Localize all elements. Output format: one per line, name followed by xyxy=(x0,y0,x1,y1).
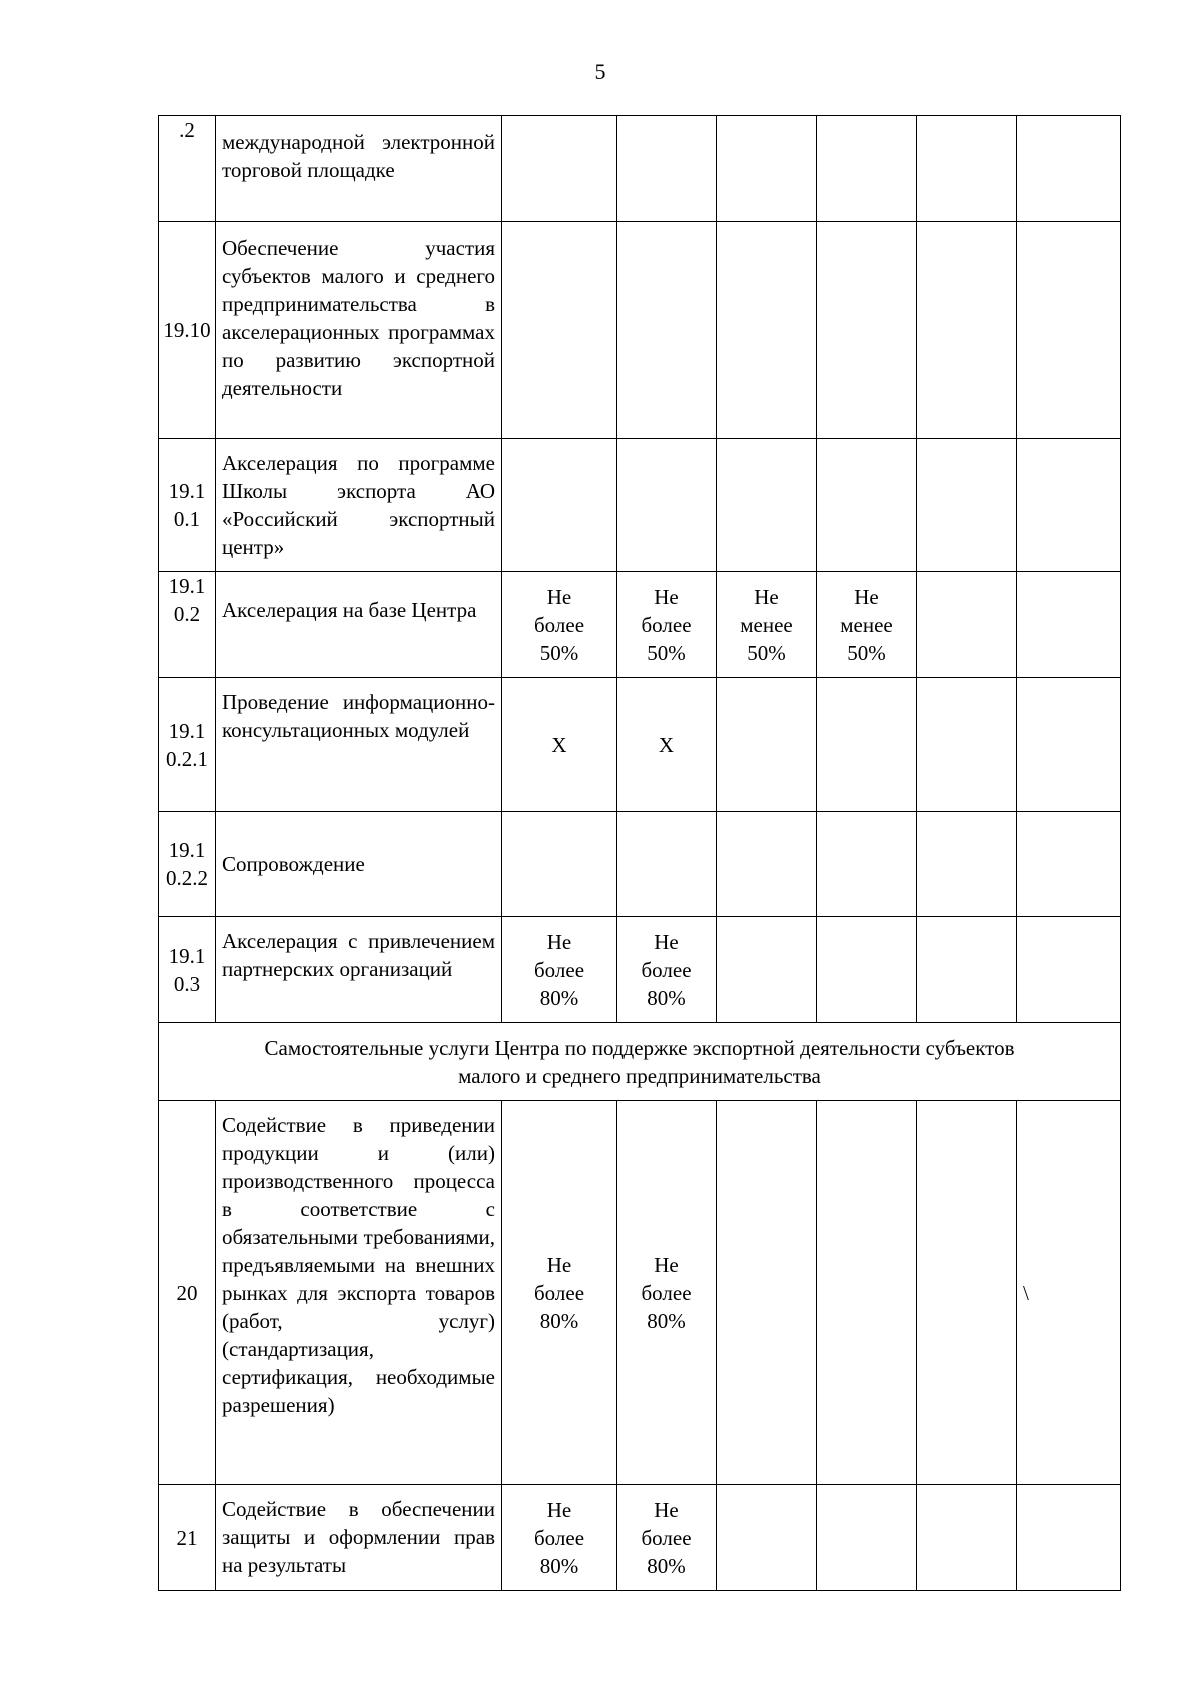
value-cell xyxy=(717,917,817,1023)
document-table xyxy=(158,115,1121,1591)
value-cell: Не более 80% xyxy=(502,917,617,1023)
row-number: .2 xyxy=(159,116,216,222)
row-description: Сопровождение xyxy=(216,812,502,917)
table-row xyxy=(159,439,1121,572)
row-description: Акселерация с привлечением партнерских организаций xyxy=(216,917,502,1023)
value-cell xyxy=(1017,812,1121,917)
value-cell xyxy=(1017,678,1121,812)
value-cell xyxy=(617,222,717,439)
table-row xyxy=(159,572,1121,678)
value-cell xyxy=(717,116,817,222)
row-description: международной электронной торговой площадке xyxy=(216,116,502,222)
row-number: 19.10.2.2 xyxy=(159,812,216,917)
value-cell xyxy=(917,222,1017,439)
value-cell xyxy=(1017,917,1121,1023)
row-number: 20 xyxy=(159,1101,216,1485)
value-cell xyxy=(1017,439,1121,572)
row-number: 19.10.3 xyxy=(159,917,216,1023)
value-cell xyxy=(1017,1485,1121,1591)
value-cell xyxy=(502,222,617,439)
row-number: 19.10.1 xyxy=(159,439,216,572)
table-row xyxy=(159,116,1121,222)
table-row xyxy=(159,917,1121,1023)
row-number: 19.10.2.1 xyxy=(159,678,216,812)
value-cell: Не более 80% xyxy=(502,1101,617,1485)
value-cell xyxy=(817,678,917,812)
value-cell xyxy=(817,439,917,572)
value-cell: Не более 50% xyxy=(617,572,717,678)
value-cell: Не менее 50% xyxy=(717,572,817,678)
value-cell xyxy=(717,439,817,572)
value-cell xyxy=(917,1101,1017,1485)
row-number: 21 xyxy=(159,1485,216,1591)
table-row xyxy=(159,678,1121,812)
row-description: Обеспечение участия субъектов малого и среднего предпринимательства в акселерационных программах по развитию экспортной деятельности xyxy=(216,222,502,439)
section-title: Самостоятельные услуги Центра по поддержке экспортной деятельности субъектов малого и среднего предпринимательства xyxy=(159,1023,1121,1101)
value-cell: Не более 80% xyxy=(617,917,717,1023)
row-description: Акселерация на базе Центра xyxy=(216,572,502,678)
value-cell xyxy=(917,678,1017,812)
value-cell xyxy=(917,1485,1017,1591)
value-cell xyxy=(502,812,617,917)
value-cell xyxy=(617,116,717,222)
value-cell xyxy=(817,812,917,917)
table-row xyxy=(159,222,1121,439)
value-cell xyxy=(817,222,917,439)
value-cell xyxy=(917,812,1017,917)
value-cell xyxy=(502,116,617,222)
value-cell xyxy=(617,439,717,572)
value-cell xyxy=(817,1485,917,1591)
value-cell xyxy=(817,917,917,1023)
row-description: Проведение информационно-консультационных модулей xyxy=(216,678,502,812)
row-description: Содействие в обеспечении защиты и оформлении прав на результаты xyxy=(216,1485,502,1591)
value-cell xyxy=(917,572,1017,678)
value-cell: Не менее 50% xyxy=(817,572,917,678)
value-cell: Не более 80% xyxy=(502,1485,617,1591)
table-row xyxy=(159,812,1121,917)
value-cell xyxy=(717,812,817,917)
value-cell xyxy=(1017,116,1121,222)
value-cell xyxy=(717,1485,817,1591)
value-cell: Х xyxy=(617,678,717,812)
table-row xyxy=(159,1101,1121,1485)
value-cell xyxy=(617,812,717,917)
value-cell xyxy=(502,439,617,572)
value-cell xyxy=(917,116,1017,222)
value-cell xyxy=(717,222,817,439)
page-number: 5 xyxy=(594,59,606,84)
value-cell xyxy=(917,439,1017,572)
value-cell: Не более 50% xyxy=(502,572,617,678)
value-cell xyxy=(717,678,817,812)
value-cell xyxy=(817,116,917,222)
row-number: 19.10 xyxy=(159,222,216,439)
value-cell xyxy=(1017,572,1121,678)
value-cell: \ xyxy=(1017,1101,1121,1485)
row-description: Акселерация по программе Школы экспорта АО «Российский экспортный центр» xyxy=(216,439,502,572)
value-cell xyxy=(917,917,1017,1023)
row-number: 19.10.2 xyxy=(159,572,216,678)
section-header-row xyxy=(159,1023,1121,1101)
value-cell: Не более 80% xyxy=(617,1101,717,1485)
table-row xyxy=(159,1485,1121,1591)
value-cell xyxy=(717,1101,817,1485)
row-description: Содействие в приведении продукции и (или) производственного процесса в соответствие с обязательными требованиями, предъявляемыми на внешних рынках для экспорта товаров (работ, услуг) (стандартизация, сертификация, необходимые разрешения) xyxy=(216,1101,502,1485)
value-cell xyxy=(1017,222,1121,439)
value-cell: Не более 80% xyxy=(617,1485,717,1591)
value-cell: Х xyxy=(502,678,617,812)
value-cell xyxy=(817,1101,917,1485)
